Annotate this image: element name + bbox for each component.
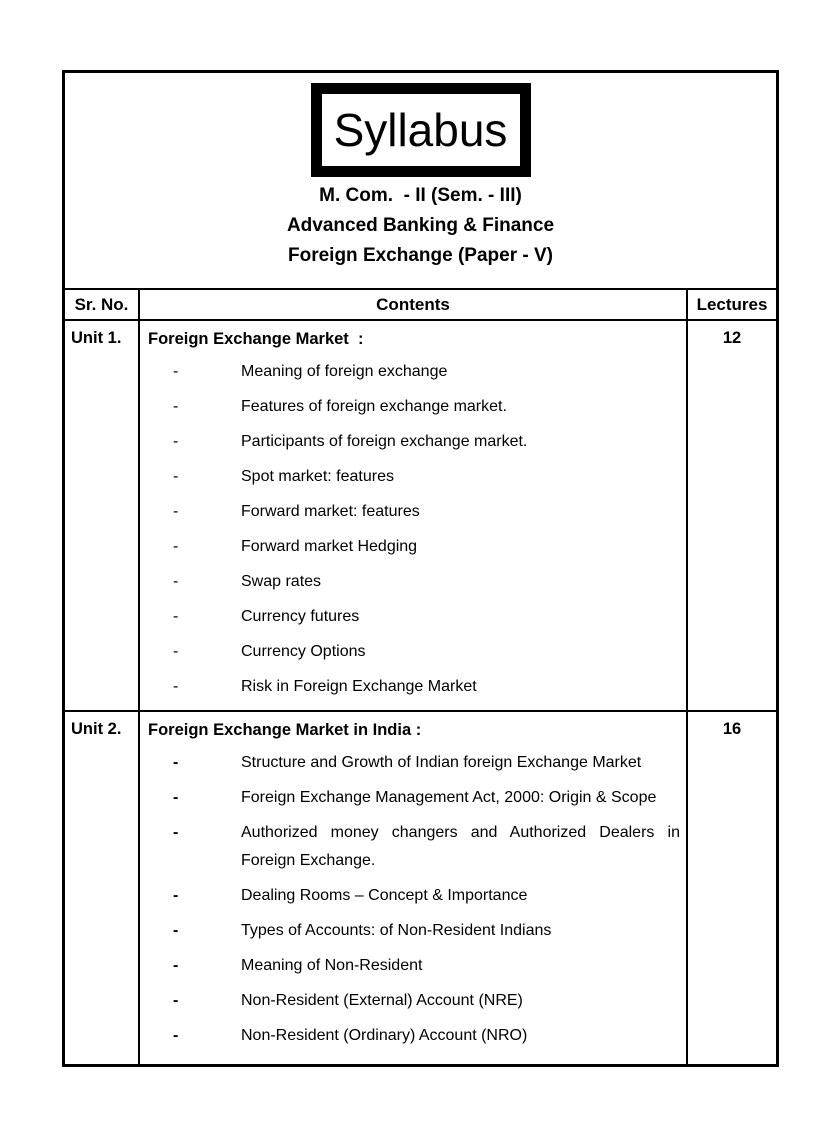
dash-bullet: - xyxy=(173,573,179,590)
list-item-text: Non-Resident (External) Account (NRE) xyxy=(241,992,523,1009)
list-item xyxy=(140,463,686,491)
list-item xyxy=(140,917,686,945)
paper-line: Foreign Exchange (Paper - V) xyxy=(288,245,553,266)
list-item-text: Types of Accounts: of Non-Resident Indians xyxy=(241,922,552,939)
dash-bullet: - xyxy=(173,538,179,555)
document-header xyxy=(65,73,776,288)
list-item xyxy=(140,603,686,631)
list-item xyxy=(140,498,686,526)
list-item-text: Structure and Growth of Indian foreign Exchange Market xyxy=(241,754,642,771)
dash-bullet: - xyxy=(173,608,179,625)
list-item-text: Spot market: features xyxy=(241,468,394,485)
dash-bullet: - xyxy=(173,789,179,806)
list-item xyxy=(140,638,686,666)
unit-2-lectures-count: 16 xyxy=(688,710,776,1064)
unit-1-contents xyxy=(140,321,688,710)
list-item-text: Currency futures xyxy=(241,608,360,625)
list-item-text: Currency Options xyxy=(241,643,366,660)
unit-2-heading: Foreign Exchange Market in India : xyxy=(148,721,422,739)
list-item xyxy=(140,987,686,1015)
dash-bullet: - xyxy=(173,754,179,771)
dash-bullet: - xyxy=(173,433,179,450)
list-item xyxy=(140,882,686,910)
unit-2-sr-label: Unit 2. xyxy=(65,710,140,1064)
list-item xyxy=(140,819,686,875)
list-item-text: Dealing Rooms – Concept & Importance xyxy=(241,887,528,904)
list-item-text: Forward market: features xyxy=(241,503,420,520)
dash-bullet: - xyxy=(173,363,179,380)
list-item xyxy=(140,952,686,980)
dash-bullet: - xyxy=(173,678,179,695)
list-item xyxy=(140,428,686,456)
list-item xyxy=(140,533,686,561)
list-item-text: Risk in Foreign Exchange Market xyxy=(241,678,477,695)
list-item-text: Forward market Hedging xyxy=(241,538,418,555)
list-item-text: Swap rates xyxy=(241,573,322,590)
dash-bullet: - xyxy=(173,643,179,660)
column-header-lectures: Lectures xyxy=(688,288,776,321)
syllabus-title-box xyxy=(311,83,531,177)
dash-bullet: - xyxy=(173,957,179,974)
dash-bullet: - xyxy=(173,468,179,485)
dash-bullet: - xyxy=(173,398,179,415)
dash-bullet: - xyxy=(173,824,179,841)
list-item xyxy=(140,393,686,421)
list-item-text: Foreign Exchange Management Act, 2000: Origin & Scope xyxy=(241,789,657,806)
unit-1-lectures-count: 12 xyxy=(688,321,776,710)
column-header-contents: Contents xyxy=(140,288,688,321)
list-item xyxy=(140,784,686,812)
document-title: Syllabus xyxy=(333,104,508,156)
list-item-text: Non-Resident (Ordinary) Account (NRO) xyxy=(241,1027,528,1044)
unit-1-sr-label: Unit 1. xyxy=(65,321,140,710)
dash-bullet: - xyxy=(173,1027,179,1044)
document-frame xyxy=(62,70,779,1067)
list-item-text: Features of foreign exchange market. xyxy=(241,398,507,415)
program-line: M. Com. - II (Sem. - III) xyxy=(319,185,522,206)
dash-bullet: - xyxy=(173,992,179,1009)
list-item-text: Meaning of foreign exchange xyxy=(241,363,448,380)
unit-2-contents xyxy=(140,710,688,1064)
list-item xyxy=(140,673,686,701)
dash-bullet: - xyxy=(173,887,179,904)
list-item xyxy=(140,749,686,777)
list-item xyxy=(140,358,686,386)
syllabus-table xyxy=(65,288,776,1064)
list-item-text: Meaning of Non-Resident xyxy=(241,957,423,974)
subject-line: Advanced Banking & Finance xyxy=(286,215,555,236)
list-item-text: Participants of foreign exchange market. xyxy=(241,433,528,450)
list-item-text: Authorized money changers and Authorized Dealers in Foreign Exchange. xyxy=(241,824,680,869)
unit-1-heading: Foreign Exchange Market : xyxy=(148,330,364,348)
dash-bullet: - xyxy=(173,503,179,520)
column-header-sr-no: Sr. No. xyxy=(65,288,140,321)
list-item xyxy=(140,568,686,596)
list-item xyxy=(140,1022,686,1050)
dash-bullet: - xyxy=(173,922,179,939)
